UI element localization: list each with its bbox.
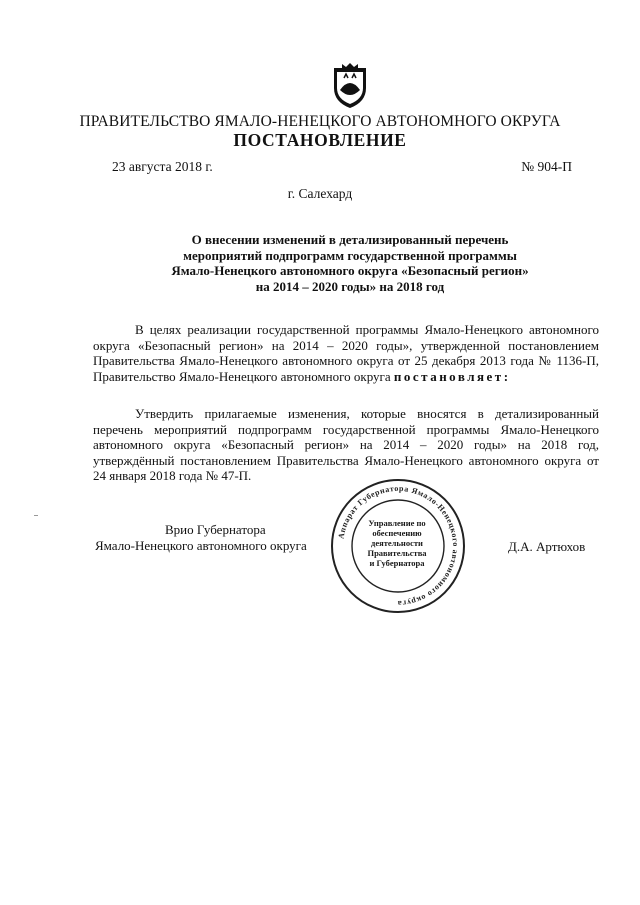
resolve-word: постановляет:	[393, 368, 511, 384]
subject-line: Ямало-Ненецкого автономного округа «Безопасный регион»	[171, 263, 529, 278]
subject-line: О внесении изменений в детализированный перечень	[191, 232, 509, 247]
signatory-title-line: Ямало-Ненецкого автономного округа	[95, 538, 307, 553]
document-subject	[80, 232, 620, 294]
scan-mark	[34, 515, 38, 516]
document-number: № 904-П	[521, 159, 572, 174]
stamp-line: и Губернатора	[369, 558, 425, 568]
document-city: г. Салехард	[287, 186, 353, 201]
signatory-title-line: Врио Губернатора	[165, 522, 266, 537]
subject-line: мероприятий подпрограмм государственной программы	[183, 247, 517, 263]
stamp-line: деятельности	[371, 538, 423, 548]
signatory-name: Д.А. Артюхов	[508, 539, 586, 554]
preamble-paragraph	[93, 322, 599, 384]
signatory-title	[95, 522, 335, 554]
government-title: ПРАВИТЕЛЬСТВО ЯМАЛО-НЕНЕЦКОГО АВТОНОМНОГО ОКРУГА	[79, 113, 561, 130]
stamp-ring-text: Аппарат Губернатора Ямало-Ненецкого автономного округа	[336, 483, 461, 609]
stamp-line: Управление по	[368, 518, 426, 528]
stamp-line: Правительства	[367, 548, 427, 558]
coat-of-arms-emblem	[330, 62, 370, 110]
stamp-inner-text	[358, 518, 436, 568]
preamble-text: В целях реализации государственной программы Ямало-Ненецкого автономного округа «Безопасный регион» на 2014 – 2020 годы», утвержденной постановлением Правительства Ямало-Ненецкого автономного округа от 25 декабря 2013 года № 1136-П, Правительство Ямало-Ненецкого автономного округа	[93, 322, 599, 384]
document-type-title: ПОСТАНОВЛЕНИЕ	[233, 130, 407, 150]
stamp-line: обеспечению	[372, 528, 422, 538]
document-date: 23 августа 2018 г.	[112, 159, 213, 174]
resolution-paragraph: Утвердить прилагаемые изменения, которые вносятся в детализированный перечень мероприятий подпрограмм государственной программы Ямало-Ненецкого автономного округа «Безопасный регион» на 2014 – 2020 годы» на 2018 год, утверждённый постановлением Правительства Ямало-Ненецкого автономного округа от 24 января 2018 года № 47-П.	[93, 406, 599, 483]
subject-line: на 2014 – 2020 годы» на 2018 год	[255, 278, 445, 294]
